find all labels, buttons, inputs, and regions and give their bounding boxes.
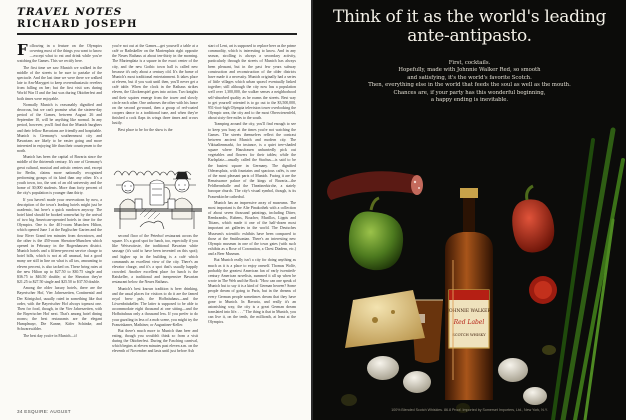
paragraph: But Munich really isn't a city for doing anything as much as it is a place to enjoy oneself. Thomas Wolfe, probably the greatest American fan of early twentieth-century American novelists, summed it all up when he wrote in The Web and the Rock: "How can one speak of Munich but to say it is a kind of German heaven? Some people dream of going to Paris, but in the dreams of every German people sometimes dream that they have gone to Munich. In Bavaria, and really it's an astonishing way, the city is a great German dream translated into life. . . ." The thing is that in Munich, you can live it, on the tenth, the millionth, at least at the Olympics. [208, 258, 296, 325]
salami [327, 171, 423, 200]
drop-cap: F [17, 44, 28, 59]
paragraph: you're not out at the Games—get yourself a table at a café or Rathskeller on the Marienplatz right opposite the Neues Rathaus at about ten-thirty in the morning. The Marienplatz is a square in the exact center of the city, and the new Gothic town hall is called new because it's only about a century old. It's the home of Munich's most traditional entertainment. It takes place at eleven, but if you wait until then, you'll never get a café table. When the clock in the Rathaus strikes eleven, the Glockenspiel goes into action. Two knights and their squires emerge from the tower and slowly circle each other. One unhorses the other with his lance on the second go-round, then a group of red-coated coopers dance to a traditional tune, and when they're finished a cock flaps its wings three times and crows lustily. [112, 44, 198, 126]
paragraph: start of Lent, art is supposed to replace beer as the prime commodity, which is interesting to know. And in any season, strolling is always a secondary activity, particularly through the streets of Munich has always been pleasant, but in the past few years subway construction and reconstruction of the older districts have made it a necessity. Munich originally had a series of little villages which urban sprawl eventually linked together; still although the city now has a population well over 1,300,000, the walker senses a neighborhood self-absorbed quality as he roams the streets. Best way to get yourself oriented is to go out to the $3,500,000, 951-foot-high Olympia television tower overlooking the Olympic area, the city and to the most Oberwiesenfeld, about sixty-five miles to the south. [208, 44, 296, 121]
ad-fine-print: 100% Blended Scotch Whiskies. 86.8 Proof. Imported by Somerset Importers, Ltd., New York, N.Y. [391, 408, 548, 412]
ad-body-line: First, cocktails. [448, 60, 491, 66]
author-byline: RICHARD JOSEPH [17, 19, 138, 30]
ad-body-line: and satisfying, it's the world's favorite Scotch. [407, 74, 532, 81]
paragraph: If you haven't made your reservations by now, a description of the town's leading hotels might just be academic, but here's a quick rundown anyway. The hotel kind should be booked somewhat by the arrival of two big American-operated hotels in time for the Olympics. One is the 401-room Munchen Hilton, which opened June 1 at the Englischer Garten and the four River Grand ten minutes from downtown, and the other is the 450-room Sheraton-Munchen which opened in February in the Bogenhausen district. Munich hotels and a fifteen-percent service charge to hotel bills, which is not at all unusual, but a good many are still in line on what is all tax, amounting to eleven percent, is also tacked on. These bring rates at the new Hilton up to $27.50 to $30.75 single and $36.75 to $46.50 double; at the Sheraton they're $21.25 to $27.50 single and $25.50 to $37.50 double. [17, 197, 102, 285]
paragraph [17, 44, 102, 65]
ad-body-line: Then, everything else in the world that feeds the soul as well as the mouth. [368, 82, 571, 89]
bottle-label-mid: Red Label [453, 319, 485, 326]
paragraph: Munich's best known tradition is beer drinking, and the usual places for visitors to do it are the famed royal brew pub, the Hofbräuhaus—and the Löwenbräukeller. The latter is supposed to be able to accommodate eight thousand at one sitting—and the Hofbräuhaus only a thousand less. If you prefer to do your guzzling in less of a mob scene, you might try the Franziskaner, Mathäser, or Augustiner-Keller. [112, 286, 198, 327]
cheese-wedge [345, 290, 425, 348]
paragraph: Munich has an impressive array of museums. The most important is the Alte Pinakothek with a collection of about seven thousand paintings, including Dürer, Rembrandts, Rubens, Boucher, Murillos, Lippis and Titians, which made it one of the half-dozen most important art galleries in the world. The Deutsches Museum's scientific exhibits have been compared to those at the Smithsonian. There's an interesting new Olympic museum in one of the town gates (with such exhibits as a Rose of Coronation, a Chest Diadem, etc.) and a Beer Museum. [208, 200, 296, 257]
article-header [17, 6, 297, 35]
red-pepper [512, 186, 554, 253]
page-folio: 34 ESQUIRE: AUGUST [17, 409, 71, 414]
paragraph: Tramping around the city, you'll find enough to see to keep you busy at the times you're not watching the Games. The streets themselves reflect the contrast between ancient Munich and modern city. The Viktualienmarkt, for instance, is a quiet tree-shaded square where Hausfrauen unhurriedly pick out vegetables and flowers for their tables; while the Karlsplatz—usually called the Stachus—is said to be the busiest square in Germany. The dignified Odeonsplatz, with fountains and spacious cafés, is one of the most pleasant parts of Munich. Facing it are the Renaissance palace of the kings of Bavaria—the Feldherrnhalle and the Theatinerkirche, a stately baroque church. The city's visual symbol, though, is its Frauenkirche cathedral. [208, 122, 296, 199]
ad-body-copy [313, 60, 626, 104]
bottle-label-top: JOHNNIE WALKER [447, 309, 491, 314]
article-column-2-bottom [112, 234, 198, 406]
article-page [0, 0, 311, 420]
ad-headline-line-2: ante-antipasto. [407, 26, 532, 46]
green-pepper [349, 198, 403, 270]
ad-body-line: Hopefully, made with Johnnie Walker Red, so smooth [398, 67, 541, 74]
antipasto-still-life [313, 100, 626, 420]
column-rubric: TRAVEL NOTES [17, 6, 123, 18]
article-column-1 [17, 44, 102, 404]
ad-headline-line-1: Think of it as the world's leading [332, 7, 607, 27]
paragraph: Normally Munich is reasonably dignified and decorous, but we can't promise what the sixteen-day period of the Games, between August 26 and September 10, will be anything like normal. In any period, however, you'll find that the Munich burghers and their fellow Bavarians are friendly and hospitable. Munich is Germany's southernmost city and Bavarians are likely to be easier going and more interested in enjoying life than their countrymen to the north. [17, 102, 102, 154]
paragraph: Among the older luxury hotels, there are the Bayerischer Hof, Vier Jahreszeiten, Continental and Der Königshof, usually rated in something like that order, with the Bayerischer Hof always topmost one. Then for food, though, in the Vier Jahreszeiten, with the Bayerischer Hof next. That's among hotel dining rooms; the best restaurants are the elegant Humplmayr, Die Kanne, Käfer Schänke, and Schwarzwälder. [17, 286, 102, 332]
paragraph: But there's much more to Munich than beer and eating, though you wouldn't think so from a visit during the Oktoberfest. During the Fasching carnival, which begins at eleven minutes past eleven a.m. on the eleventh of November and lasts until just before Ash [112, 328, 198, 354]
bottle-label-bottom: SCOTCH WHISKY [452, 333, 486, 337]
advertisement-page [313, 0, 626, 420]
paragraph: The best day you're in Munich—if [23, 333, 77, 338]
ad-body-line: Chances are, if your party has this wonderful beginning, [393, 89, 546, 96]
paragraph: The first time we saw Munich we walked in the middle of the streets to be sure to partake of the spectacle. And the last time we were there we walked late to Am-Marygret to keep overenthusiastic revelers from falling on her; but the first visit was during World War II and the last was during Oktoberfest and both times were enjoyable. [17, 65, 102, 101]
paragraph: Munich has been the capital of Bavaria since the middle of the thirteenth century. It's one of Germany's great cultural, musical and artistic centers and, except for Berlin, claims more nationally recognized performing groups of its kind than any other. It's a youth town, too, the seat of an old university and the home of 30,000 students. More than forty percent of the city's population is younger than thirty. [17, 155, 102, 196]
whisky-bottle [445, 188, 493, 400]
paragraph: second floor of the Peterhof restaurant across the square. It's a good spot for lunch, too, especially if you like Weisswürste, the traditional Bavarian white sausage (it's said to have been invented on this spot); and higher up in the building is a café which commands an excellent view of the city. There's an elevator charge, and it's a spot that's usually happily crowded. Another excellent place for lunch is the Ratskeller, a traditional and inexpensive Bavarian restaurant below the Neues Rathaus. [112, 234, 198, 285]
article-column-3 [208, 44, 296, 406]
paragraph-text: ollowing in a feature on the Olympics covering most of the things you want to know—except what to eat and drink while you're watching the Games. This we rectify here. [17, 44, 102, 64]
header-rule [17, 33, 297, 35]
article-column-2-top [112, 44, 198, 143]
beer-hall-illustration [110, 145, 205, 231]
scallions [553, 130, 623, 420]
ad-body-line: a happy ending is inevitable. [430, 97, 509, 104]
tomato [529, 276, 557, 304]
ad-headline [313, 8, 626, 46]
paragraph: Best place to be for the show is the [118, 127, 173, 132]
